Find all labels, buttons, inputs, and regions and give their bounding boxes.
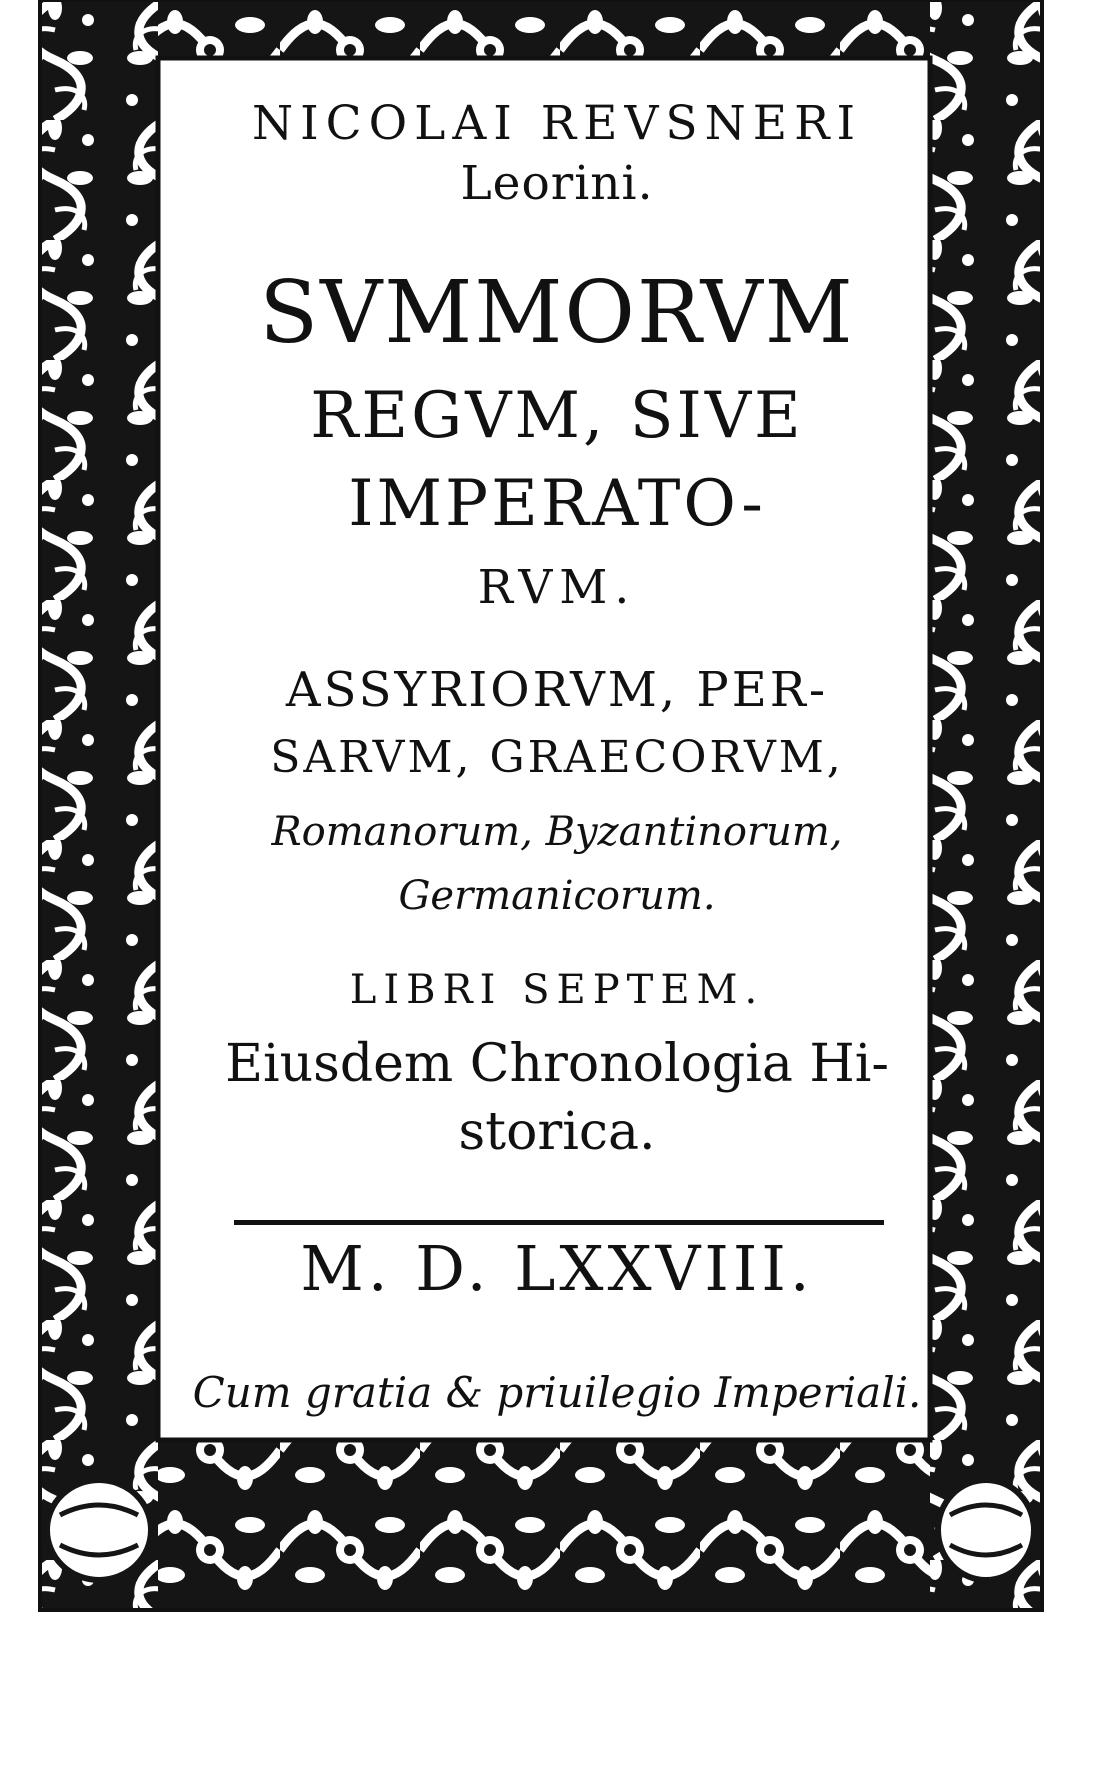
publication-date: M. D. LXXVIII. [300,1232,814,1305]
books-count: LIBRI SEPTEM. [349,967,765,1013]
main-title-line-1: SVMMORVM [259,263,855,363]
subtitle-line-1: ASSYRIORVM, PER- [285,662,829,718]
subtitle-line-3: Romanorum, Byzantinorum, [271,809,843,855]
title-text [172,72,942,1492]
main-title-line-2: REGVM, SIVE [310,379,804,453]
horizontal-rule [234,1220,884,1225]
main-title-line-4: RVM. [477,560,637,615]
privilege-line: Cum gratia & priuilegio Imperiali. [192,1368,922,1417]
chronology-line-1: Eiusdem Chronologia Hi- [225,1034,889,1094]
main-title-line-3: IMPERATO- [348,467,766,541]
subtitle-line-2: SARVM, GRAECORVM, [270,732,844,783]
author-origin: Leorini. [460,156,654,211]
subtitle-line-4: Germanicorum. [398,873,716,919]
chronology-line-2: storica. [458,1102,656,1162]
author-name: NICOLAI REVSNERI [251,96,863,151]
